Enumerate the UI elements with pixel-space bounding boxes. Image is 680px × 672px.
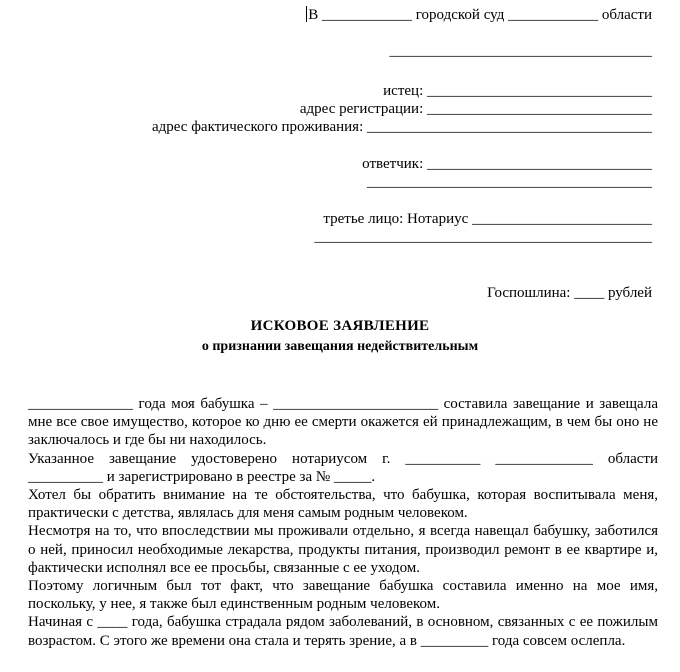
court-line-text: В ____________ городской суд ____________ области (308, 7, 652, 23)
header-blank-line-2: ______________________________________ (367, 174, 652, 190)
paragraph-notary: Указанное завещание удостоверено нотариусом г. __________ _____________ области __________ и зарегистрировано в реестре за № _____. (28, 450, 658, 485)
paragraph-illness: Начиная с ____ года, бабушка страдала рядом заболеваний, в основном, связанных с ее пожилым возрастом. С этого же времени она стала и терять зрение, а в _________ года совсем ослепла. (28, 614, 658, 649)
defendant-line: ответчик: ______________________________ (362, 156, 652, 172)
registration-address-line: адрес регистрации: ______________________________ (299, 101, 652, 117)
third-party-line: третье лицо: Нотариус ________________________ (323, 211, 652, 227)
header-blank-line-1: ___________________________________ (389, 43, 652, 59)
document-title: ИСКОВОЕ ЗАЯВЛЕНИЕ (250, 318, 430, 334)
court-line (306, 6, 652, 24)
header-blank-line-3: _____________________________________________ (314, 229, 652, 245)
plaintiff-line: истец: ______________________________ (383, 83, 652, 99)
claim-body (28, 395, 658, 650)
actual-address-line: адрес фактического проживания: ______________________________________ (151, 119, 652, 135)
document-subtitle: о признании завещания недействительным (201, 339, 479, 354)
paragraph-care: Несмотря на то, что впоследствии мы проживали отдельно, я всегда навещал бабушку, заботился о ней, приносил необходимые лекарства, продукты питания, производил ремонт в ее квартире и, фактически исполнял все ее просьбы, связанные с ее уходом. (28, 523, 658, 576)
paragraph-will-made: ______________ года моя бабушка – ______________________ составила завещание и завещала мне все свое имущество, которое ко дню ее смерти окажется ей принадлежащим, в чем бы оно не заключалось и где бы ни находилось. (28, 396, 658, 449)
paragraph-logical-fact: Поэтому логичным был тот факт, что завещание бабушка составила именно на мое имя, поскольку, у нее, я также был единственным родным человеком. (28, 578, 658, 613)
state-fee-line: Госпошлина: ____ рублей (487, 285, 652, 301)
paragraph-grandmother-raised: Хотел бы обратить внимание на те обстоятельства, что бабушка, которая воспитывала меня, практически с детства, являлась для меня самым родным человеком. (28, 487, 658, 522)
